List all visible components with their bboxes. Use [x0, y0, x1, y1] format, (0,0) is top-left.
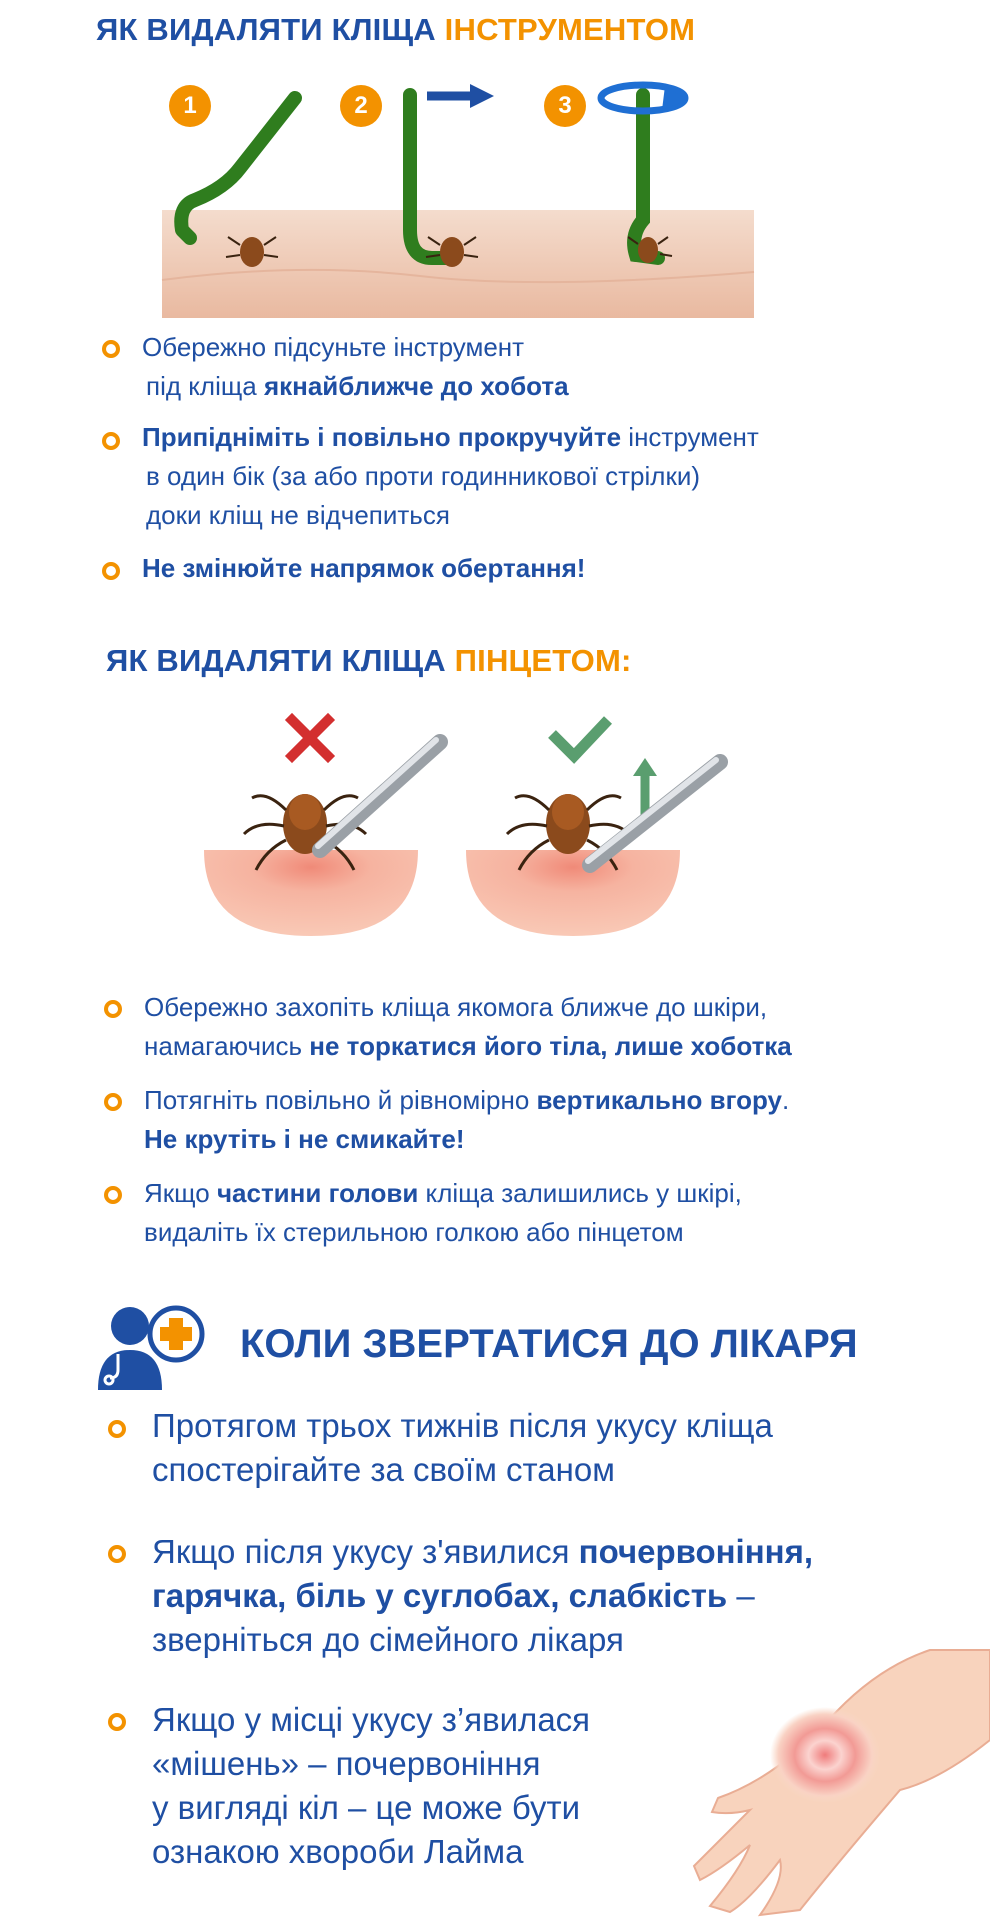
bullet-icon: [108, 1545, 126, 1563]
bullet-icon: [104, 1093, 122, 1111]
s3-bullet-1: Протягом трьох тижнів після укусу кліща спостерігайте за своїм станом: [152, 1407, 773, 1488]
wrong-cross-icon: [292, 720, 328, 756]
section1-title-main: ЯК ВИДАЛЯТИ КЛІЩА: [96, 12, 445, 47]
hand-rash-illustration: [690, 1630, 990, 1920]
step-1-badge: 1: [169, 85, 211, 127]
step-3-badge: 3: [544, 85, 586, 127]
s1-bullet-1: Обережно підсуньте інструмент під кліща якнайближче до хобота: [142, 332, 569, 401]
s1-bullet-2: Припідніміть і повільно прокручуйте інструмент в один бік (за або проти годинникової стрілки) доки кліщ не відчепиться: [142, 422, 759, 530]
bullet-icon: [108, 1420, 126, 1438]
section1-title-accent: ІНСТРУМЕНТОМ: [444, 12, 696, 47]
s2-bullet-3: Якщо частини голови кліща залишились у шкірі, видаліть їх стерильною голкою або пінцетом: [144, 1178, 742, 1247]
skin-illustration: [0, 0, 997, 330]
section3-title: КОЛИ ЗВЕРТАТИСЯ ДО ЛІКАРЯ: [240, 1322, 858, 1366]
s3-bullet-2: Якщо після укусу з'явилися почервоніння, гарячка, біль у суглобах, слабкість – зверніться до сімейного лікаря: [152, 1533, 814, 1658]
bullet-icon: [102, 340, 120, 358]
bullet-icon: [104, 1186, 122, 1204]
s2-bullet-2: Потягніть повільно й рівномірно вертикально вгору. Не крутіть і не смикайте!: [144, 1085, 790, 1154]
s1-bullet-3: Не змінюйте напрямок обертання!: [142, 553, 586, 583]
bullet-icon: [102, 432, 120, 450]
s2-bullet-1: Обережно захопіть кліща якомога ближче до шкіри, намагаючись не торкатися його тіла, лише хоботка: [144, 992, 792, 1061]
tweezers-illustration: [0, 700, 997, 960]
doctor-icon: [96, 1304, 216, 1394]
section2-title: ЯК ВИДАЛЯТИ КЛІЩА ПІНЦЕТОМ:: [106, 643, 632, 678]
correct-check-icon: [552, 720, 608, 756]
bullet-icon: [108, 1713, 126, 1731]
step-2-badge: 2: [340, 85, 382, 127]
bullet-icon: [102, 562, 120, 580]
s3-bullet-3: Якщо у місці укусу з’явилася «мішень» – почервоніння у вигляді кіл – це може бути ознакою хвороби Лайма: [152, 1701, 591, 1870]
bullet-icon: [104, 1000, 122, 1018]
